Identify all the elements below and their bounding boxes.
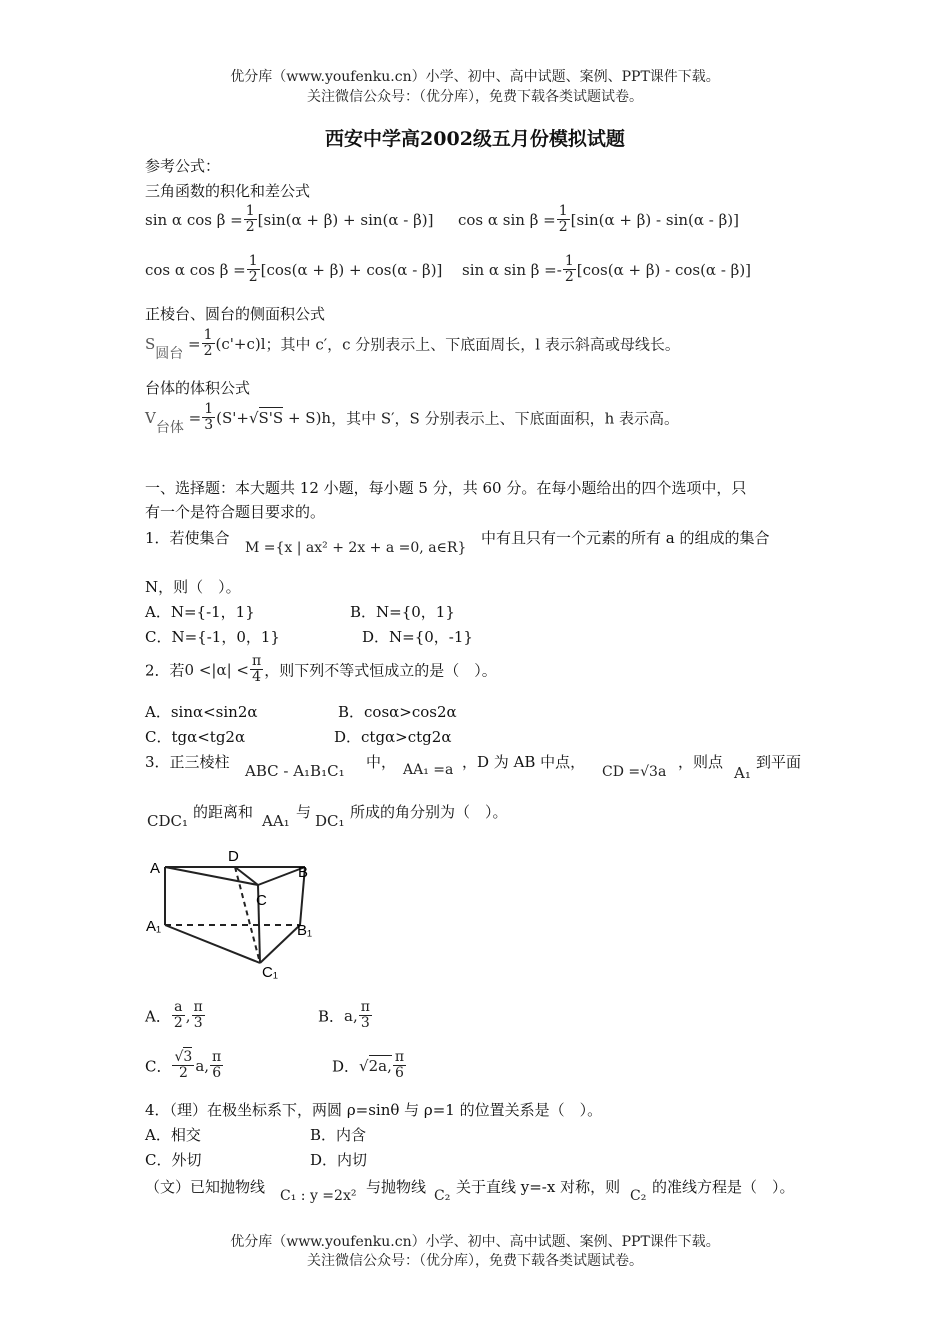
- q2-question: 2．若0 <|α| < $\frac{\pi}{4}$ ，则下列不等式恒成立的是（ ）。: [145, 653, 497, 686]
- header-line-1: 优分库（www.youfenku.cn）小学、初中、高中试题、案例、PPT课件下载。: [230, 69, 720, 85]
- formula-1: sin α cos β = $\frac{1}{2}$ [sin(α + β) + sin(α - β)]: [145, 203, 434, 236]
- formula-3: cos α cos β = $\frac{1}{2}$ [cos(α + β) + cos(α - β)]: [145, 253, 443, 286]
- q4-wen-a: （文）已知抛物线: [145, 1178, 266, 1196]
- q4-option-a: A．相交: [145, 1126, 201, 1144]
- q3-stem-h: 所成的角分别为（ ）。: [350, 803, 508, 821]
- q1-option-d: D．N={0，-1}: [362, 628, 473, 646]
- q3-cd: CD =√3a: [602, 764, 667, 780]
- q3-stem-a: 3．正三棱柱: [145, 753, 230, 771]
- q3-stem-b: 中，: [366, 753, 397, 771]
- q2-option-a: A．sinα<sin2α: [145, 703, 258, 721]
- q2-option-c: C．tgα<tg2α: [145, 728, 246, 746]
- q3-stem-c: ，D 为 AB 中点，: [462, 753, 586, 771]
- q4-option-c: C．外切: [145, 1151, 202, 1169]
- q4-option-d: D．内切: [310, 1151, 368, 1169]
- q1-option-b: B．N={0，1}: [350, 603, 455, 621]
- trig-label: 三角函数的积化和差公式: [145, 182, 311, 200]
- q1-set: M ={x | ax² + 2x + a =0, a∈R}: [245, 540, 467, 556]
- q3-option-d: D．√2a, $\frac{\pi}{6}$: [332, 1049, 405, 1082]
- fig-label-b: B: [298, 864, 309, 881]
- formula-4: sin α sin β =- $\frac{1}{2}$ [cos(α + β) - cos(α - β)]: [462, 253, 752, 286]
- q3-option-c: C． $\frac{√3}{2}$ a, $\frac{\pi}{6}$: [145, 1049, 222, 1082]
- q3-stem-f: 的距离和: [193, 803, 254, 821]
- q3-stem-g: 与: [296, 803, 312, 821]
- header-line-2: 关注微信公众号：（优分库），免费下载各类试题试卷。: [307, 89, 643, 105]
- section1-line-1: 一、选择题：本大题共 12 小题，每小题 5 分，共 60 分。在每小题给出的四个选项中，只: [145, 479, 747, 497]
- q3-option-a: A． $\frac{a}{2}$ , $\frac{\pi}{3}$: [145, 999, 203, 1032]
- q4-wen-b: 与抛物线: [366, 1178, 427, 1196]
- q3-aa1: AA₁ =a: [403, 762, 454, 778]
- q2-option-b: B．cosα>cos2α: [338, 703, 457, 721]
- q1-stem-a: 1．若使集合: [145, 529, 230, 547]
- q4-wen-d: 的准线方程是（ ）。: [652, 1178, 795, 1196]
- section1-line-2: 有一个是符合题目要求的。: [145, 503, 326, 521]
- q4-wen-c: 关于直线 y=-x 对称，则: [456, 1178, 621, 1196]
- q3-stem-e: 到平面: [756, 753, 802, 771]
- q1-stem-c: N，则（ ）。: [145, 578, 241, 596]
- frustum-label: 正棱台、圆台的侧面积公式: [145, 305, 326, 323]
- q3-dc1: DC₁: [315, 812, 345, 830]
- q3-prism: ABC - A₁B₁C₁: [245, 762, 345, 780]
- page-title: 西安中学高2002级五月份模拟试题: [325, 128, 625, 150]
- ref-label: 参考公式：: [145, 157, 221, 175]
- q1-option-a: A．N={-1，1}: [145, 603, 255, 621]
- frustum-area-formula: S圆台 = $\frac{1}{2}$ (c'+c)l；其中 c′，c 分别表示上、下底面周长，l 表示斜高或母线长。: [145, 327, 680, 362]
- prism-figure: [140, 845, 330, 990]
- footer-line-1: 优分库（www.youfenku.cn）小学、初中、高中试题、案例、PPT课件下载。: [230, 1234, 720, 1250]
- q3-stem-d: ，则点: [678, 753, 724, 771]
- volume-label: 台体的体积公式: [145, 379, 251, 397]
- q4-c2-b: C₂: [630, 1188, 647, 1204]
- q3-aa1b: AA₁: [262, 812, 290, 830]
- frustum-volume-formula: V台体 = $\frac{1}{3}$ (S'+√S'S + S)h，其中 S′，S 分别表示上、下底面面积，h 表示高。: [145, 401, 680, 436]
- q4-stem: 4．（理）在极坐标系下，两圆 ρ=sinθ 与 ρ=1 的位置关系是（ ）。: [145, 1101, 603, 1119]
- fig-label-a1: A₁: [146, 918, 162, 935]
- q4-c2: C₂: [434, 1188, 451, 1204]
- q3-a1: A₁: [734, 764, 751, 782]
- fig-label-a: A: [150, 860, 161, 877]
- q1-option-c: C．N={-1，0，1}: [145, 628, 280, 646]
- formula-2: cos α sin β = $\frac{1}{2}$ [sin(α + β) - sin(α - β)]: [458, 203, 739, 236]
- fig-label-c1: C₁: [262, 964, 278, 981]
- q4-option-b: B．内含: [310, 1126, 367, 1144]
- q1-stem-b: 中有且只有一个元素的所有 a 的组成的集合: [481, 529, 770, 547]
- q4-c1: C₁ : y =2x²: [280, 1188, 357, 1204]
- fig-label-c: C: [256, 892, 267, 909]
- q3-cdc1: CDC₁: [147, 812, 188, 830]
- q3-option-b: B．a, $\frac{\pi}{3}$: [318, 999, 370, 1032]
- fig-label-d: D: [228, 848, 239, 865]
- q2-option-d: D．ctgα>ctg2α: [334, 728, 452, 746]
- footer-line-2: 关注微信公众号：（优分库），免费下载各类试题试卷。: [307, 1253, 643, 1269]
- fig-label-b1: B₁: [297, 922, 313, 939]
